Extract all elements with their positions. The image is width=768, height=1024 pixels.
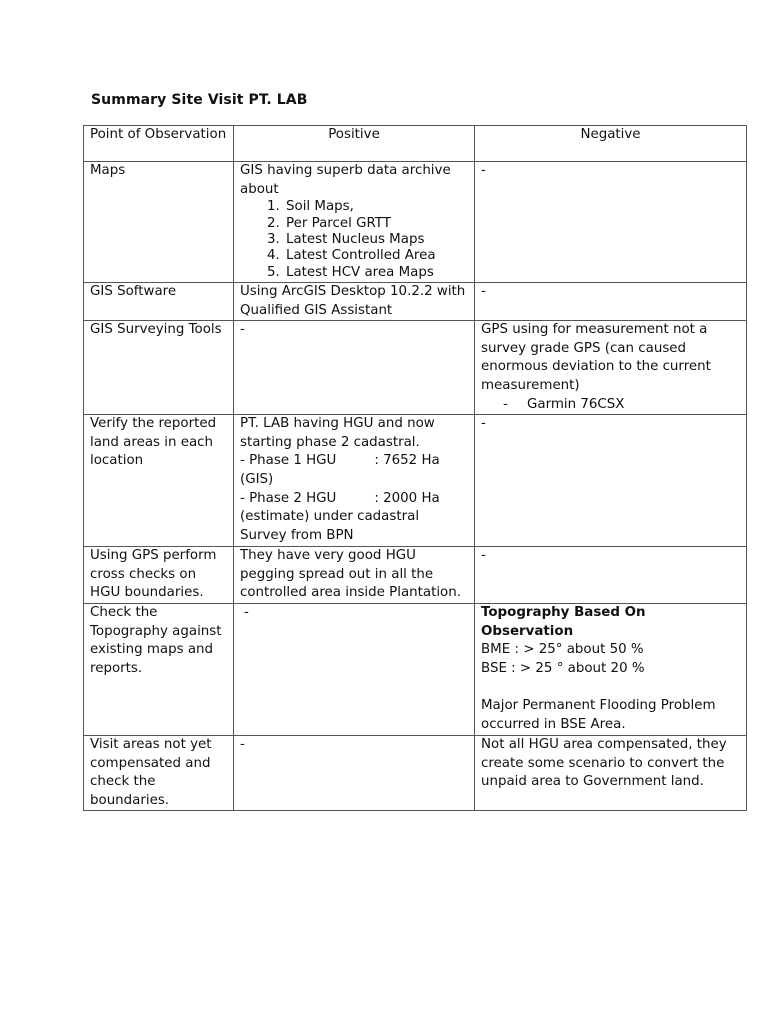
table-row — [84, 547, 747, 604]
negative-heading: Topography Based On Observation — [481, 604, 646, 639]
observation-cell: Maps — [84, 162, 234, 283]
positive-cell: They have very good HGU pegging spread out in all the controlled area inside Plantation. — [234, 547, 475, 604]
list-item: 1. Soil Maps, — [284, 199, 468, 215]
negative-cell: - — [475, 162, 747, 283]
negative-cell — [475, 603, 747, 735]
observation-cell: Check the Topography against existing maps and reports. — [84, 603, 234, 735]
positive-cell: Using ArcGIS Desktop 10.2.2 with Qualified GIS Assistant — [234, 283, 475, 321]
table-row — [84, 415, 747, 547]
document-title: Summary Site Visit PT. LAB — [91, 92, 308, 108]
negative-cell — [475, 321, 747, 415]
list-item: 5. Latest HCV area Maps — [284, 265, 468, 281]
header-negative: Negative — [475, 126, 747, 162]
positive-cell: - — [234, 603, 475, 735]
observation-cell: Verify the reported land areas in each location — [84, 415, 234, 547]
negative-line: BME : > 25° about 50 % — [481, 642, 644, 658]
header-positive: Positive — [234, 126, 475, 162]
negative-cell: Not all HGU area compensated, they create some scenario to convert the unpaid area to Government land. — [475, 735, 747, 810]
positive-cell — [234, 415, 475, 547]
phase1-line: - Phase 1 HGU : 7652 Ha — [240, 453, 440, 469]
table-row — [84, 735, 747, 810]
table-row — [84, 162, 747, 283]
observation-cell: GIS Software — [84, 283, 234, 321]
table-row — [84, 321, 747, 415]
negative-cell: - — [475, 547, 747, 604]
phase2-note: (estimate) under cadastral Survey from BPN — [240, 509, 420, 543]
negative-list-item: - Garmin 76CSX — [503, 396, 625, 412]
positive-intro: PT. LAB having HGU and now starting phase 2 cadastral. — [240, 416, 435, 450]
positive-cell: - — [234, 735, 475, 810]
positive-intro: GIS having superb data archive about — [240, 163, 451, 197]
observation-cell: Using GPS perform cross checks on HGU boundaries. — [84, 547, 234, 604]
negative-line: BSE : > 25 ° about 20 % — [481, 660, 645, 676]
maps-list — [240, 199, 468, 281]
observation-cell: Visit areas not yet compensated and check the boundaries. — [84, 735, 234, 810]
phase1-note: (GIS) — [240, 471, 274, 487]
list-item: 2. Per Parcel GRTT — [284, 216, 468, 232]
negative-cell: - — [475, 283, 747, 321]
negative-line: Major Permanent Flooding Problem occurred in BSE Area. — [481, 697, 716, 732]
negative-text: GPS using for measurement not a survey grade GPS (can caused enormous deviation to the current measurement) — [481, 322, 711, 393]
negative-cell: - — [475, 415, 747, 547]
positive-cell — [234, 162, 475, 283]
table-row — [84, 283, 747, 321]
table-header-row — [84, 126, 747, 162]
blank-line — [481, 678, 740, 697]
list-item: 3. Latest Nucleus Maps — [284, 232, 468, 248]
phase2-line: - Phase 2 HGU : 2000 Ha — [240, 490, 440, 506]
list-item: 4. Latest Controlled Area — [284, 248, 468, 264]
header-observation: Point of Observation — [84, 126, 234, 162]
table-row — [84, 603, 747, 735]
observation-cell: GIS Surveying Tools — [84, 321, 234, 415]
summary-table — [83, 125, 747, 811]
positive-cell: - — [234, 321, 475, 415]
